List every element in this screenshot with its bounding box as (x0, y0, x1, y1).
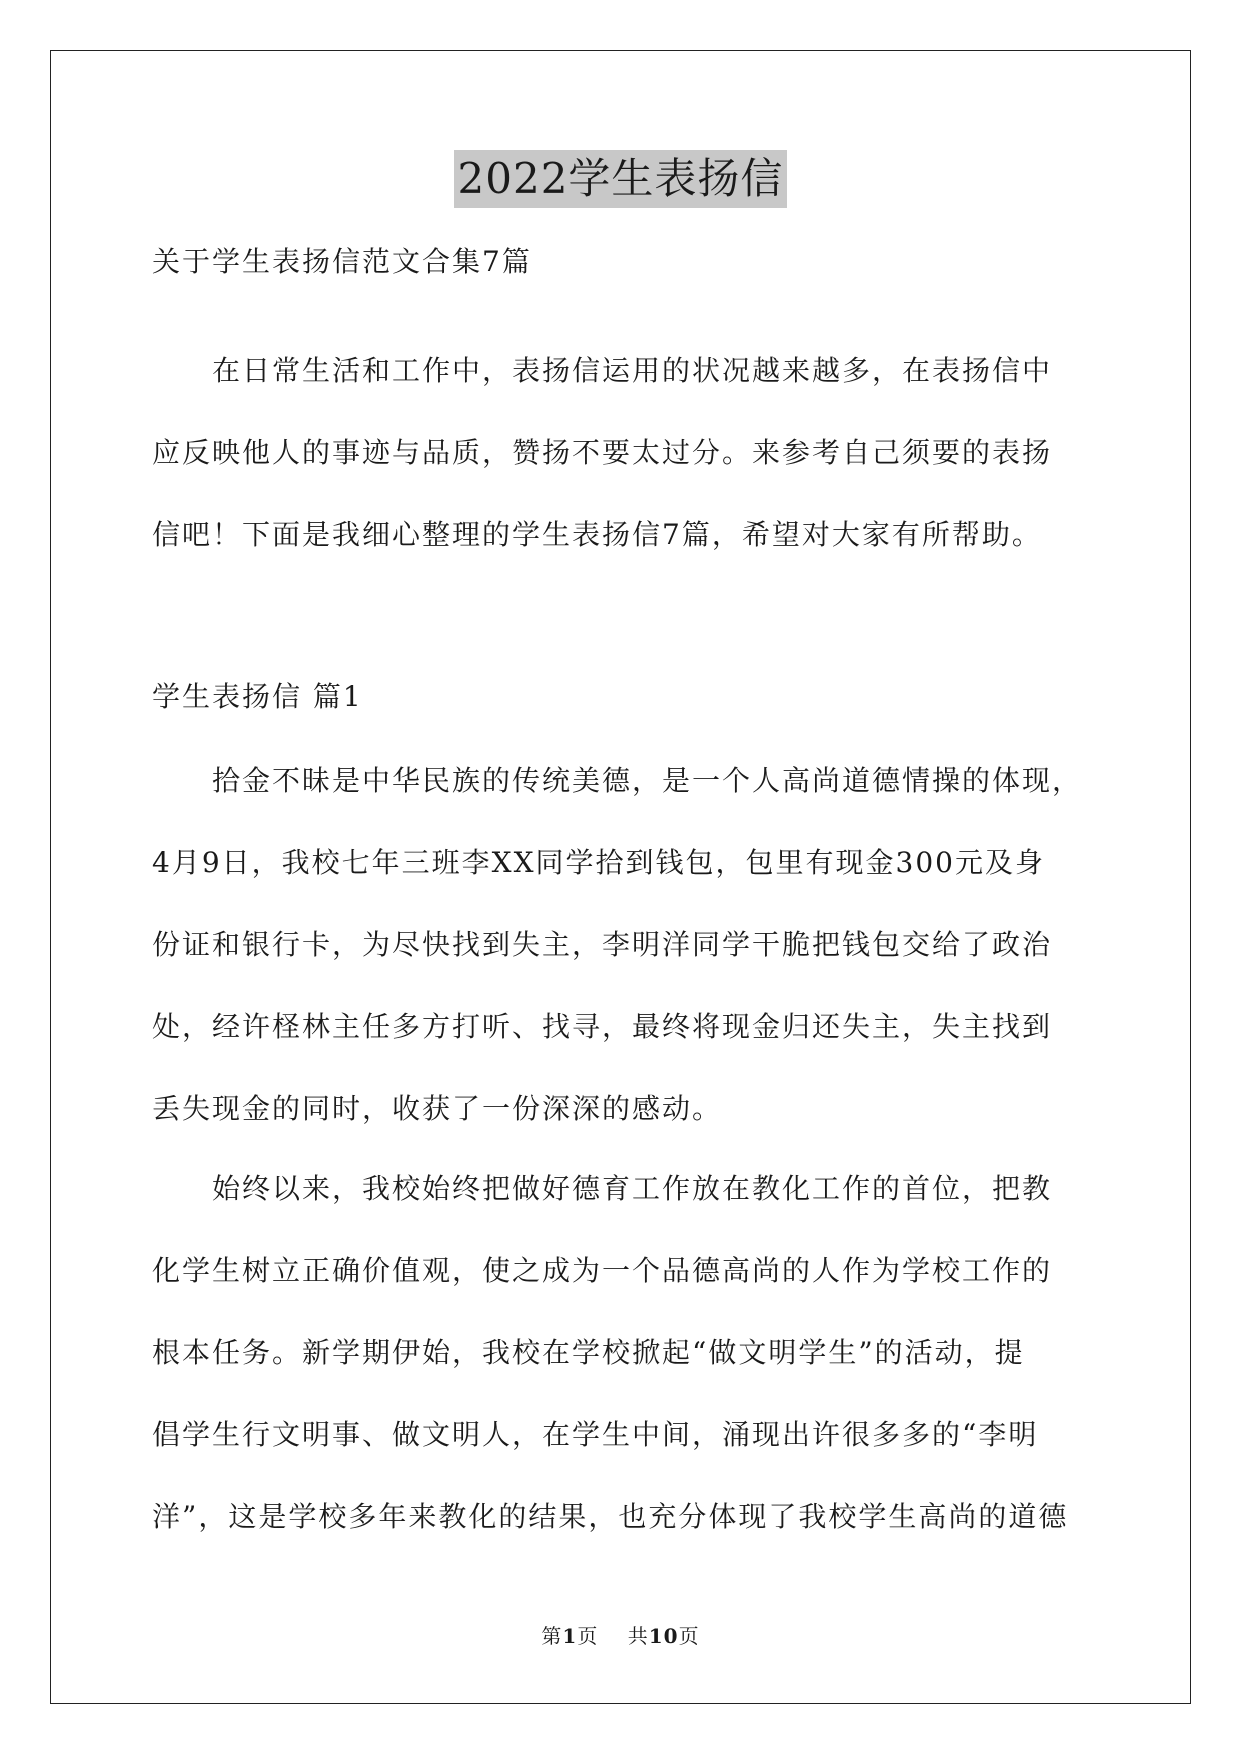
footer-suffix: 页 (678, 1624, 700, 1648)
paragraph-line: 处，经许柽林主任多方打听、找寻，最终将现金归还失主，失主找到 (152, 1010, 1053, 1043)
paragraph-line: 丢失现金的同时，收获了一份深深的感动。 (152, 1092, 723, 1125)
paragraph-line: 始终以来，我校始终把做好德育工作放在教化工作的首位，把教 (212, 1172, 1053, 1205)
section-heading: 学生表扬信 篇1 (152, 680, 363, 713)
paragraph-2 (152, 1148, 1098, 1558)
paragraph-line: 化学生树立正确价值观，使之成为一个品德高尚的人作为学校工作的 (152, 1254, 1053, 1287)
paragraph-line: 拾金不昧是中华民族的传统美德，是一个人高尚道德情操的体现， (212, 764, 1083, 797)
page-footer (0, 1620, 1241, 1649)
paragraph-1 (152, 740, 1098, 1150)
footer-current-page: 1 (562, 1624, 578, 1648)
paragraph-line: 倡学生行文明事、做文明人，在学生中间，涌现出许很多多的“李明 (152, 1418, 1039, 1451)
paragraph-line: 份证和银行卡，为尽快找到失主，李明洋同学干脆把钱包交给了政治 (152, 928, 1053, 961)
intro-line: 信吧！下面是我细心整理的学生表扬信7篇，希望对大家有所帮助。 (152, 518, 1042, 551)
footer-prefix: 第 (541, 1624, 563, 1648)
intro-heading: 关于学生表扬信范文合集7篇 (152, 245, 532, 278)
intro-line: 应反映他人的事迹与品质，赞扬不要太过分。来参考自己须要的表扬 (152, 436, 1053, 469)
footer-mid: 页 共 (577, 1624, 649, 1648)
title-container (0, 150, 1241, 208)
paragraph-line: 4月9日，我校七年三班李XX同学拾到钱包，包里有现金300元及身 (152, 846, 1045, 879)
intro-paragraph (152, 330, 1098, 576)
paragraph-line: 洋”，这是学校多年来教化的结果，也充分体现了我校学生高尚的道德 (152, 1500, 1069, 1533)
intro-line: 在日常生活和工作中，表扬信运用的状况越来越多，在表扬信中 (212, 354, 1053, 387)
paragraph-line: 根本任务。新学期伊始，我校在学校掀起“做文明学生”的活动，提 (152, 1336, 1025, 1369)
document-title: 2022学生表扬信 (454, 150, 788, 208)
footer-total-pages: 10 (648, 1624, 679, 1648)
